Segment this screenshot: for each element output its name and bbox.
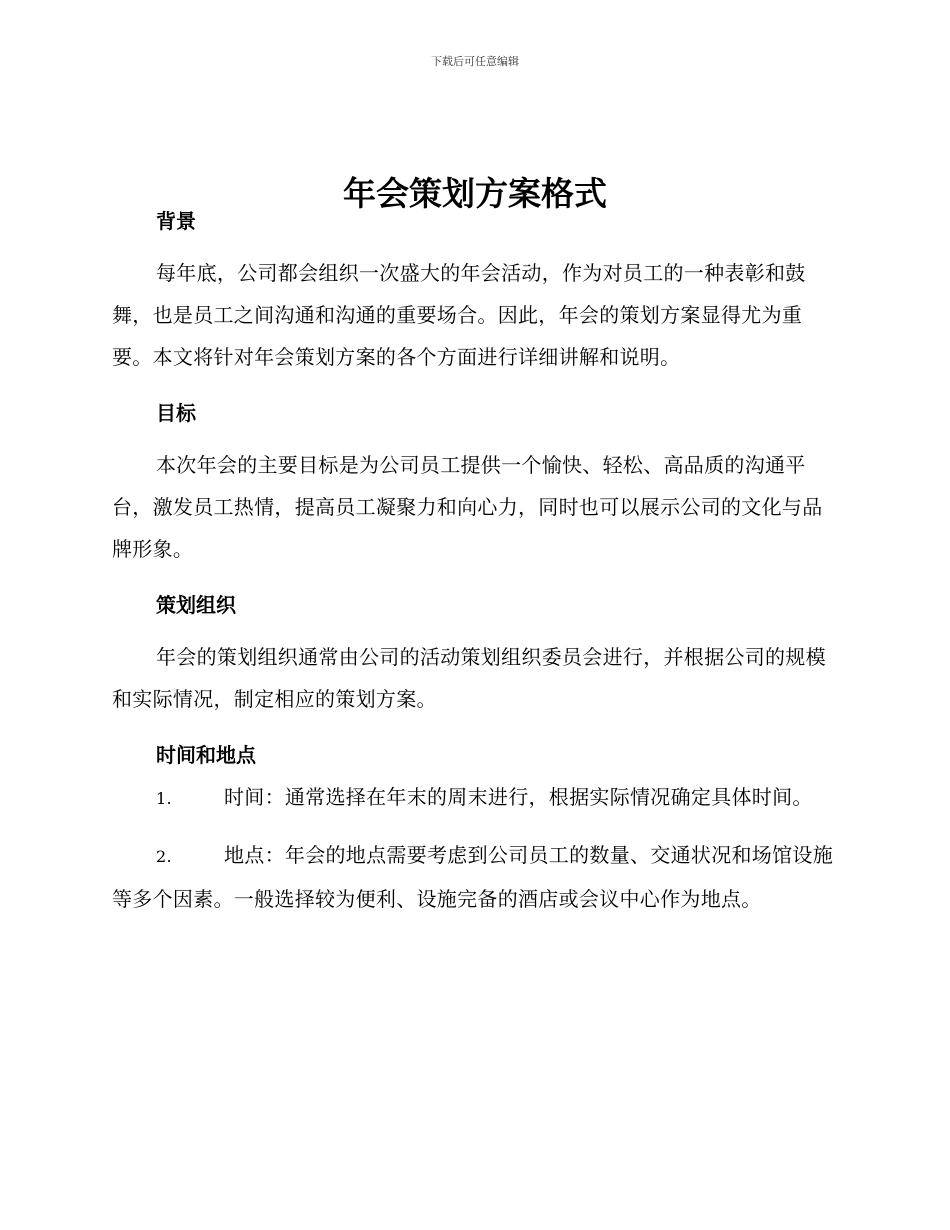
list-item [112, 834, 834, 920]
list-item-number: 2. [156, 847, 172, 866]
section-heading: 策划组织 [156, 593, 236, 617]
document-title: 年会策划方案格式 [343, 174, 607, 214]
section-heading: 背景 [156, 209, 196, 233]
section-paragraph: 每年底，公司都会组织一次盛大的年会活动，作为对员工的一种表彰和鼓舞，也是员工之间沟通和沟通的重要场合。因此，年会的策划方案显得尤为重要。本文将针对年会策划方案的各个方面进行详细讲解和说明。 [112, 261, 806, 369]
page-header-note: 下载后可任意编辑 [431, 55, 519, 68]
list-item [112, 776, 834, 820]
section-heading: 目标 [156, 401, 196, 425]
section-heading: 时间和地点 [156, 743, 256, 767]
section-paragraph: 本次年会的主要目标是为公司员工提供一个愉快、轻松、高品质的沟通平台，激发员工热情，提高员工凝聚力和向心力，同时也可以展示公司的文化与品牌形象。 [112, 453, 823, 561]
list-item-number: 1. [156, 789, 172, 808]
document-body [112, 200, 834, 934]
list-item-text: 时间：通常选择在年末的周末进行，根据实际情况确定具体时间。 [224, 785, 813, 809]
section-goal [112, 392, 834, 570]
section-organization [112, 584, 834, 720]
list-item-text: 地点：年会的地点需要考虑到公司员工的数量、交通状况和场馆设施等多个因素。一般选择较为便利、设施完备的酒店或会议中心作为地点。 [112, 843, 833, 911]
section-background [112, 200, 834, 378]
section-time-and-place [112, 734, 834, 920]
section-paragraph: 年会的策划组织通常由公司的活动策划组织委员会进行，并根据公司的规模和实际情况，制定相应的策划方案。 [112, 645, 826, 711]
